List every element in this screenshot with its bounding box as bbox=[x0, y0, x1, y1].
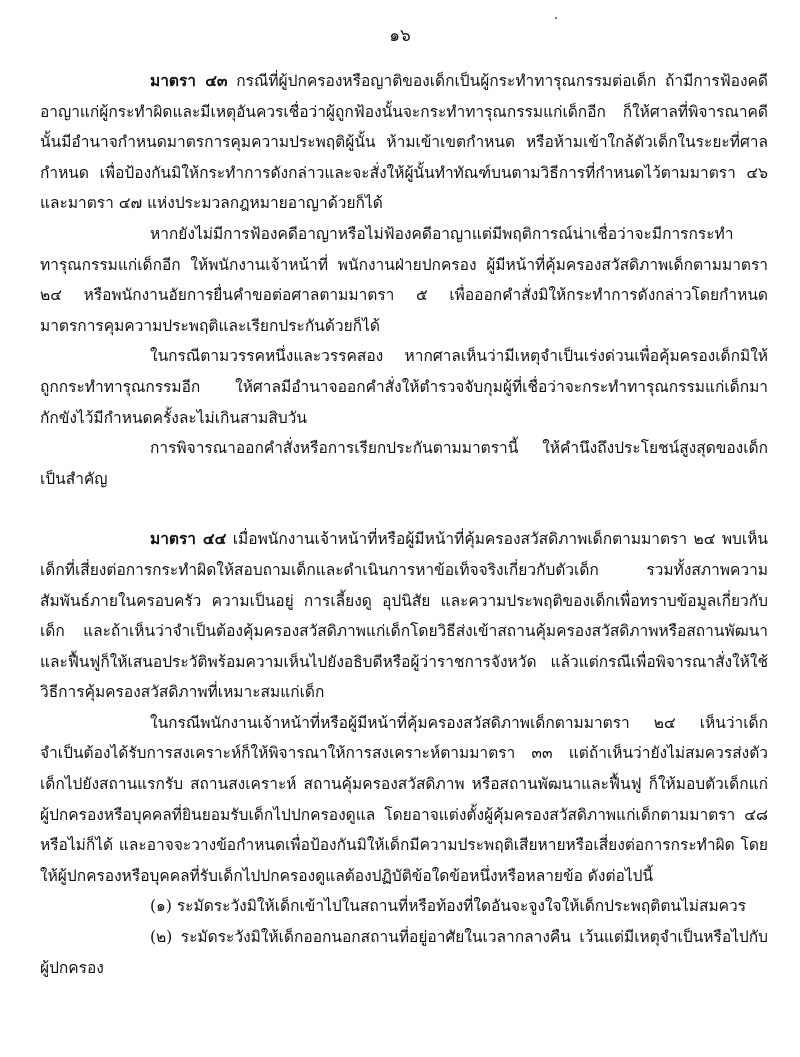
document-body bbox=[40, 66, 768, 983]
paragraph-text: เมื่อพนักงานเจ้าหน้าที่หรือผู้มีหน้าที่คุ้มครองสวัสดิภาพเด็กตามมาตรา ๒๔ พบเห็นเด็กที่เสี่ยงต่อการกระทำผิดให้สอบถามเด็กและดำเนินการหาข้อเท็จจริงเกี่ยวกับตัวเด็ก รวมทั้งสภาพความสัมพันธ์ภายในครอบครัว ความเป็นอยู่ การเลี้ยงดู อุปนิสัย และความประพฤติของเด็กเพื่อทราบข้อมูลเกี่ยวกับเด็ก และถ้าเห็นว่าจำเป็นต้องคุ้มครองสวัสดิภาพแก่เด็กโดยวิธีส่งเข้าสถานคุ้มครองสวัสดิภาพหรือสถานพัฒนาและฟื้นฟูก็ให้เสนอประวัติพร้อมความเห็นไปยังอธิบดีหรือผู้ว่าราชการจังหวัด แล้วแต่กรณีเพื่อพิจารณาสั่งให้ใช้วิธีการคุ้มครองสวัสดิภาพที่เหมาะสมแก่เด็ก bbox=[40, 530, 769, 702]
paragraph-section-44 bbox=[40, 524, 768, 708]
paragraph-text: กรณีที่ผู้ปกครองหรือญาติของเด็กเป็นผู้กระทำทารุณกรรมต่อเด็ก ถ้ามีการฟ้องคดีอาญาแก่ผู้กระทำผิดและมีเหตุอันควรเชื่อว่าผู้ถูกฟ้องนั้นจะกระทำทารุณกรรมแก่เด็กอีก ก็ให้ศาลที่พิจารณาคดีนั้นมีอำนาจกำหนดมาตรการคุมความประพฤติผู้นั้น ห้ามเข้าเขตกำหนด หรือห้ามเข้าใกล้ตัวเด็กในระยะที่ศาลกำหนด เพื่อป้องกันมิให้กระทำการดังกล่าวและจะสั่งให้ผู้นั้นทำทัณฑ์บนตามวิธีการที่กำหนดไว้ตามมาตรา ๔๖ และมาตรา ๔๗ แห่งประมวลกฎหมายอาญาด้วยก็ได้ bbox=[40, 72, 768, 213]
paragraph-section-43-clause-2 bbox=[40, 219, 768, 341]
paragraph-text: (๑) ระมัดระวังมิให้เด็กเข้าไปในสถานที่หรือท้องที่ใดอันจะจูงใจให้เด็กประพฤติตนไม่สมควร bbox=[150, 897, 747, 916]
paragraph-text: (๒) ระมัดระวังมิให้เด็กออกนอกสถานที่อยู่อาศัยในเวลากลางคืน เว้นแต่มีเหตุจำเป็นหรือไปกับผู้ปกครอง bbox=[40, 928, 768, 977]
paragraph-text: ในกรณีพนักงานเจ้าหน้าที่หรือผู้มีหน้าที่คุ้มครองสวัสดิภาพเด็กตามมาตรา ๒๔ เห็นว่าเด็กจำเป็นต้องได้รับการสงเคราะห์ก็ให้พิจารณาให้การสงเคราะห์ตามมาตรา ๓๓ แต่ถ้าเห็นว่ายังไม่สมควรส่งตัวเด็กไปยังสถานแรกรับ สถานสงเคราะห์ สถานคุ้มครองสวัสดิภาพ หรือสถานพัฒนาและฟื้นฟู ก็ให้มอบตัวเด็กแก่ผู้ปกครองหรือบุคคลที่ยินยอมรับเด็กไปปกครองดูแล โดยอาจแต่งตั้งผู้คุ้มครองสวัสดิภาพแก่เด็กตามมาตรา ๔๘ หรือไม่ก็ได้ และอาจจะวางข้อกำหนดเพื่อป้องกันมิให้เด็กมีความประพฤติเสียหายหรือเสี่ยงต่อการกระทำผิด โดยให้ผู้ปกครองหรือบุคคลที่รับเด็กไปปกครองดูแลต้องปฏิบัติข้อใดข้อหนึ่งหรือหลายข้อ ดังต่อไปนี้ bbox=[40, 713, 768, 885]
scan-speck bbox=[555, 17, 557, 19]
paragraph-section-44-clause-2 bbox=[40, 708, 768, 892]
paragraph-section-43-clause-3 bbox=[40, 341, 768, 433]
list-item-1 bbox=[40, 891, 768, 922]
paragraph-section-43 bbox=[40, 66, 768, 219]
section-label: มาตรา ๔๓ bbox=[150, 71, 228, 90]
page-number: ๑๖ bbox=[389, 26, 411, 46]
paragraph-text: ในกรณีตามวรรคหนึ่งและวรรคสอง หากศาลเห็นว่ามีเหตุจำเป็นเร่งด่วนเพื่อคุ้มครองเด็กมิให้ถูกกระทำทารุณกรรมอีก ให้ศาลมีอำนาจออกคำสั่งให้ตำรวจจับกุมผู้ที่เชื่อว่าจะกระทำทารุณกรรมแก่เด็กมากักขังไว้มีกำหนดครั้งละไม่เกินสามสิบวัน bbox=[40, 347, 768, 427]
paragraph-section-43-clause-4 bbox=[40, 433, 768, 494]
section-label: มาตรา ๔๔ bbox=[150, 529, 227, 549]
list-item-2 bbox=[40, 922, 768, 983]
paragraph-text: การพิจารณาออกคำสั่งหรือการเรียกประกันตามมาตรานี้ ให้คำนึงถึงประโยชน์สูงสุดของเด็กเป็นสำคัญ bbox=[40, 439, 768, 488]
paragraph-text: หากยังไม่มีการฟ้องคดีอาญาหรือไม่ฟ้องคดีอาญาแต่มีพฤติการณ์น่าเชื่อว่าจะมีการกระทำทารุณกรรมแก่เด็กอีก ให้พนักงานเจ้าหน้าที่ พนักงานฝ่ายปกครอง ผู้มีหน้าที่คุ้มครองสวัสดิภาพเด็กตามมาตรา ๒๔ หรือพนักงานอัยการยื่นคำขอต่อศาลตามมาตรา ๕ เพื่อออกคำสั่งมิให้กระทำการดังกล่าวโดยกำหนดมาตรการคุมความประพฤติและเรียกประกันด้วยก็ได้ bbox=[40, 224, 768, 335]
